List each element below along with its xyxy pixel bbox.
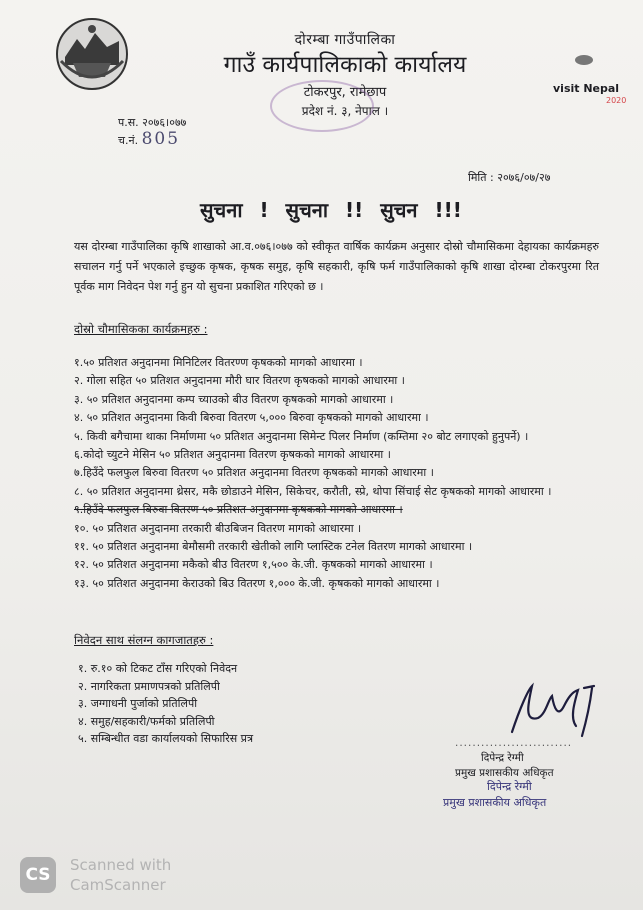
documents-list (78, 660, 418, 748)
document-item: ४. समुह/सहकारी/फर्मको प्रतिलिपी (78, 714, 215, 728)
office-stamp (270, 80, 374, 132)
notice-date: मिति : २०७६/०७/२७ (468, 171, 551, 184)
stamp-name: दिपेन्द्र रेग्मी (487, 780, 532, 793)
nepal-emblem-icon (55, 17, 129, 91)
documents-heading: निवेदन साथ संलग्न कागजातहरु : (74, 633, 214, 647)
office-province: प्रदेश नं. ३, नेपाल । (301, 104, 389, 118)
reference-block (118, 114, 186, 149)
program-item: ७.हिउँदे फलफुल बिरुवा वितरण ५० प्रतिशत अनुदानमा वितरण कृषकको मागको आधारमा । (74, 466, 434, 480)
program-item: ८. ५० प्रतिशत अनुदानमा थ्रेसर, मकै छोडाउने मेसिन, सिकेचर, करौती, स्प्रे, थोपा सिंचाई सेट कृषकको मागको आधारमा । (74, 484, 552, 498)
dispatch-label: च.नं. (118, 134, 139, 147)
office-place: टोकरपुर, रामेछाप (303, 85, 387, 100)
document-item: २. नागरिकता प्रमाणपत्रको प्रतिलिपी (78, 679, 220, 693)
municipality-name: दोरम्बा गाउँपालिका (294, 32, 396, 48)
programs-list (74, 354, 599, 593)
signatory-name: दिपेन्द्र रेग्मी (481, 752, 524, 764)
signature-line: ........................... (455, 737, 573, 749)
signatory-designation: प्रमुख प्रशासकीय अधिकृत (455, 767, 554, 779)
signature-block (455, 736, 615, 781)
fiscal-year-ref: प.स. २०७६।०७७ (118, 116, 187, 129)
program-item: ४. ५० प्रतिशत अनुदानमा किवी बिरुवा वितरण ५,००० बिरुवा कृषकको मागको आधारमा । (74, 411, 429, 425)
program-item: ६.कोदो च्युटने मेसिन ५० प्रतिशत अनुदानमा वितरण कृषकको मागको आधारमा । (74, 448, 391, 462)
hat-icon (575, 55, 593, 65)
program-item: १.५० प्रतिशत अनुदानमा मिनिटिलर वितरण्ण कृषकको मागको आधारमा । (74, 356, 363, 369)
program-item: १०. ५० प्रतिशत अनुदानमा तरकारी बीउबिजन वितरण मागको आधारमा । (74, 521, 362, 535)
watermark-line-1: Scanned with (70, 856, 172, 874)
program-item: ५. किवी बगैचामा थाका निर्माणमा ५० प्रतिशत अनुदानमा सिमेन्ट पिलर निर्माण (कम्तिमा २० बोट लगाएको हुनुपर्ने) । (74, 429, 529, 443)
document-item: ३. जग्गाधनी पुर्जाको प्रतिलिपी (78, 697, 198, 710)
office-name: गाउँ कार्यपालिकाको कार्यालय (223, 52, 467, 78)
document-item: १. रु.१० को टिकट टाँस गरिएको निवेदन (78, 662, 238, 675)
stamp-designation: प्रमुख प्रशासकीय अधिकृत (443, 796, 547, 809)
camscanner-logo-icon: CS (20, 857, 56, 893)
visit-nepal-year: 2020 (606, 96, 627, 105)
programs-heading: दोस्रो चौमासिकका कार्यक्रमहरु : (74, 322, 208, 336)
dispatch-ref (118, 131, 186, 149)
handwritten-signature (498, 678, 608, 740)
program-item: ३. ५० प्रतिशत अनुदानमा कम्प च्याउको बीउ वितरण कृषकको मागको आधारमा । (74, 392, 394, 406)
program-item: २. गोला सहित ५० प्रतिशत अनुदानमा मौरी घार वितरण कृषकको मागको आधारमा । (74, 374, 405, 388)
dispatch-number: 805 (141, 129, 181, 149)
notice-title: सुचना ! सुचना !! सुचन !!! (200, 198, 462, 222)
watermark-line-2: CamScanner (70, 876, 166, 894)
camscanner-watermark (70, 855, 171, 895)
program-item: १३. ५० प्रतिशत अनुदानमा केराउको बिउ वितरण १,००० के.जी. कृषकको मागको आधारमा । (74, 576, 440, 590)
program-item-struck: ९.हिउँदे फलफुल बिरुवा वितरण ५० प्रतिशत अनुदानमा कृषकको मागको आधारमा । (74, 503, 403, 517)
notice-intro: यस दोरम्बा गाउँपालिका कृषि शाखाको आ.व.०७६।०७७ को स्वीकृत वार्षिक कार्यक्रम अनुसार दोस्रो चौमासिकमा देहायका कार्यक्रमहरु सचालन गर्नु पर्ने भएकाले इच्छुक कृषक, कृषक समुह, कृषि सहकारी, कृषि फर्म गाउँपालिकाको कृषि शाखा दोरम्बा टोकरपुरमा रित पूर्वक माग निवेदन पेश गर्नु हुन यो सुचना प्रकाशित गरिएको छ । (74, 240, 599, 293)
name-stamp (443, 779, 546, 811)
visit-nepal-text: visit Nepal (553, 82, 620, 95)
visit-nepal-logo (553, 82, 627, 105)
document-item: ५. सम्बिन्धीत वडा कार्यालयको सिफारिस प्रत्र (78, 732, 254, 745)
program-item: १२. ५० प्रतिशत अनुदानमा मकैको बीउ वितरण १,५०० के.जी. कृषकको मागको आधारमा । (74, 558, 433, 572)
program-item: ११. ५० प्रतिशत अनुदानमा बेमौसमी तरकारी खेतीको लागि प्लास्टिक टनेल वितरण मागको आधारमा । (74, 540, 473, 554)
